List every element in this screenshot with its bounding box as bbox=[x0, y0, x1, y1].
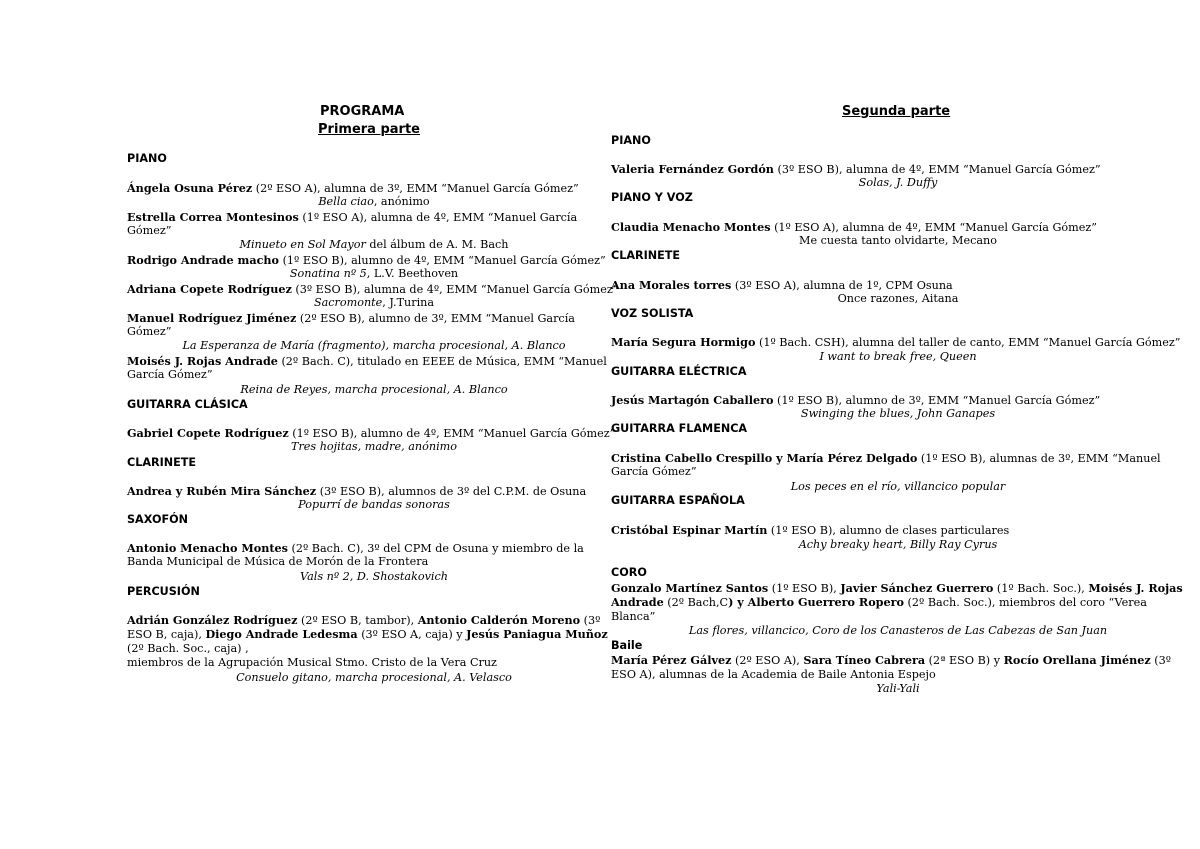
detail-text: (1º ESO A), alumna de 4º, EMM “Manuel García bbox=[298, 211, 578, 224]
performer-name: Antonio Menacho Montes bbox=[127, 541, 288, 555]
work-title: Bella ciao bbox=[318, 195, 374, 208]
section-heading: GUITARRA CLÁSICA bbox=[127, 398, 248, 411]
performer-name: Estrella Correa Montesinos bbox=[127, 210, 299, 224]
work-line bbox=[236, 671, 512, 685]
performer-line bbox=[127, 541, 584, 556]
performer-name: Sara Tíneo Cabrera bbox=[803, 653, 926, 667]
detail-text: (1º Bach. Soc.), bbox=[993, 582, 1089, 595]
detail-text: , anónimo bbox=[373, 195, 430, 208]
work-line bbox=[791, 480, 1006, 494]
detail-text: (2º Bach,C bbox=[663, 596, 729, 609]
performer-line-continued bbox=[127, 368, 213, 382]
part2-title: Segunda parte bbox=[842, 104, 951, 119]
detail-text: (3º ESO B), alumnos de 3º del C.P.M. de Osuna bbox=[316, 485, 587, 498]
detail-text: (1º Bach. CSH), alumna del taller de canto, EMM “Manuel García Gómez” bbox=[755, 336, 1181, 349]
work-line bbox=[182, 339, 565, 353]
performer-line bbox=[611, 220, 1097, 235]
detail-text: (2º ESO A), alumna de 3º, EMM “Manuel García Gómez” bbox=[252, 182, 579, 195]
performer-line bbox=[127, 426, 615, 441]
performer-name: Andrea y Rubén Mira Sánchez bbox=[127, 484, 317, 498]
performer-name: María Pérez Gálvez bbox=[611, 653, 732, 667]
performer-line-continued bbox=[611, 668, 936, 682]
performer-name: Valeria Fernández Gordón bbox=[611, 162, 774, 176]
detail-text: Banda Municipal de Música de Morón de la Frontera bbox=[127, 555, 429, 568]
performer-name: Adriana Copete Rodríguez bbox=[127, 282, 292, 296]
work-line bbox=[314, 296, 434, 310]
performer-name: Andrade bbox=[611, 595, 664, 609]
detail-text: (1º ESO B), alumno de 3º, EMM “Manuel García Gómez” bbox=[773, 394, 1101, 407]
performer-name: Adrián González Rodríguez bbox=[127, 613, 298, 627]
performer-line bbox=[611, 278, 953, 293]
performer-name: Claudia Menacho Montes bbox=[611, 220, 771, 234]
detail-text: del álbum de A. M. Bach bbox=[365, 238, 509, 251]
performer-line bbox=[127, 253, 606, 268]
work-title: La Esperanza de María (fragmento), marcha procesional, A. Blanco bbox=[182, 339, 566, 352]
section-heading: CLARINETE bbox=[127, 456, 197, 469]
performer-line bbox=[611, 523, 1009, 538]
work-line bbox=[799, 234, 997, 248]
performer-line bbox=[127, 354, 607, 369]
work-line bbox=[859, 176, 938, 190]
work-title: Los peces en el río, villancico popular bbox=[790, 480, 1006, 493]
work-line bbox=[689, 624, 1107, 638]
detail-text: (2º Bach. Soc.), miembros del coro “Verea bbox=[903, 596, 1147, 609]
performer-name: Cristina Cabello Crespillo y María Pérez Delgado bbox=[611, 451, 918, 465]
detail-text: (3º ESO B), alumna de 4º, EMM “Manuel García Gómez” bbox=[291, 283, 619, 296]
performer-name: Rocío Orellana Jiménez bbox=[1003, 653, 1151, 667]
detail-text: , J.Turina bbox=[382, 296, 435, 309]
work-line bbox=[819, 350, 976, 364]
section-heading: VOZ SOLISTA bbox=[611, 307, 694, 320]
performer-line-continued bbox=[127, 224, 172, 238]
performer-name: Rodrigo Andrade macho bbox=[127, 253, 280, 267]
section-heading: PERCUSIÓN bbox=[127, 585, 200, 598]
performer-name: Gonzalo Martínez Santos bbox=[611, 581, 769, 595]
detail-text: (3º ESO A, caja) y bbox=[357, 628, 467, 641]
detail-text: (1º ESO B), alumno de 4º, EMM “Manuel García Gómez” bbox=[279, 254, 606, 267]
work-title: Consuelo gitano, marcha procesional, A. Velasco bbox=[236, 671, 512, 684]
detail-text: (3º bbox=[580, 614, 601, 627]
performer-name: Manuel Rodríguez Jiménez bbox=[127, 311, 297, 325]
performer-line bbox=[127, 282, 618, 297]
detail-text: (2º Bach. C), titulado en EEEE de Música, EMM “Manuel bbox=[277, 355, 607, 368]
performer-line bbox=[127, 311, 575, 326]
performer-line bbox=[611, 335, 1180, 350]
performer-line-continued bbox=[611, 610, 655, 624]
performer-line bbox=[611, 393, 1100, 408]
work-line bbox=[291, 440, 457, 454]
work-line bbox=[300, 570, 448, 584]
performer-name: Ángela Osuna Pérez bbox=[127, 181, 253, 195]
detail-text: (2º ESO A), bbox=[731, 654, 804, 667]
work-line bbox=[838, 292, 959, 306]
performer-line bbox=[127, 484, 586, 499]
work-line bbox=[290, 267, 458, 281]
detail-text: Once razones, Aitana bbox=[837, 292, 959, 305]
detail-text: (1º ESO B), bbox=[768, 582, 841, 595]
work-line bbox=[298, 498, 450, 512]
performer-name: Cristóbal Espinar Martín bbox=[611, 523, 768, 537]
performer-line-continued bbox=[611, 581, 1183, 596]
section-heading: PIANO Y VOZ bbox=[611, 191, 693, 204]
detail-text: (3º ESO A), alumna de 1º, CPM Osuna bbox=[731, 279, 953, 292]
performer-line-continued bbox=[127, 325, 172, 339]
section-heading: CLARINETE bbox=[611, 249, 681, 262]
detail-text: ESO B, caja), bbox=[127, 628, 206, 641]
part1-title: Primera parte bbox=[318, 122, 420, 137]
detail-text: (2º Bach. C), 3º del CPM de Osuna y miembro de la bbox=[287, 542, 584, 555]
performer-line-continued bbox=[127, 627, 608, 642]
work-title: Popurrí de bandas sonoras bbox=[298, 498, 450, 511]
performer-line bbox=[127, 613, 600, 628]
work-line bbox=[801, 407, 995, 421]
detail-text: (1º ESO B), alumnas de 3º, EMM “Manuel bbox=[917, 452, 1161, 465]
performer-line bbox=[611, 162, 1101, 177]
detail-text: García Gómez” bbox=[127, 368, 213, 381]
detail-text: Me cuesta tanto olvidarte, Mecano bbox=[799, 234, 997, 247]
detail-text: , L.V. Beethoven bbox=[366, 267, 459, 280]
performer-line-continued bbox=[611, 465, 697, 479]
detail-text: ESO A), alumnas de la Academia de Baile Antonia Espejo bbox=[611, 668, 936, 681]
section-heading: PIANO bbox=[127, 152, 167, 165]
performer-name: Ana Morales torres bbox=[611, 278, 732, 292]
detail-text: Blanca” bbox=[611, 610, 656, 623]
performer-line-continued bbox=[127, 642, 249, 656]
section-heading: Baile bbox=[611, 639, 643, 652]
detail-text: (1º ESO B), alumno de clases particulares bbox=[767, 524, 1010, 537]
detail-text: (2º ESO B, tambor), bbox=[297, 614, 418, 627]
performer-name: Diego Andrade Ledesma bbox=[205, 627, 358, 641]
performer-name: Antonio Calderón Moreno bbox=[417, 613, 581, 627]
detail-text: (3º bbox=[1150, 654, 1171, 667]
work-line bbox=[876, 682, 919, 696]
work-title: Achy breaky heart, Billy Ray Cyrus bbox=[798, 538, 998, 551]
work-title: I want to break free, Queen bbox=[819, 350, 977, 363]
detail-text: (1º ESO B), alumno de 4º, EMM “Manuel García Gómez” bbox=[288, 427, 616, 440]
detail-text: miembros de la Agrupación Musical Stmo. Cristo de la Vera Cruz bbox=[127, 656, 497, 669]
work-title: Sonatina nº 5 bbox=[289, 267, 367, 280]
performer-line-continued bbox=[127, 656, 497, 670]
section-heading: GUITARRA ELÉCTRICA bbox=[611, 365, 747, 378]
detail-text: Gómez” bbox=[127, 325, 172, 338]
performer-line bbox=[127, 181, 579, 196]
work-line bbox=[799, 538, 998, 552]
performer-name: Jesús Martagón Caballero bbox=[611, 393, 774, 407]
detail-text: (2º ESO B), alumno de 3º, EMM “Manuel García bbox=[296, 312, 575, 325]
work-title: Swinging the blues, John Ganapes bbox=[800, 407, 996, 420]
detail-text: (2ª ESO B) y bbox=[925, 654, 1004, 667]
work-line bbox=[318, 195, 429, 209]
performer-line-continued bbox=[127, 555, 428, 569]
performer-name: Moisés J. Rojas Andrade bbox=[127, 354, 278, 368]
performer-line bbox=[127, 210, 577, 225]
detail-text: (2º Bach. Soc., caja) , bbox=[127, 642, 249, 655]
detail-text: (1º ESO A), alumna de 4º, EMM “Manuel García Gómez” bbox=[770, 221, 1097, 234]
work-title: Vals nº 2, D. Shostakovich bbox=[300, 570, 448, 583]
section-heading: CORO bbox=[611, 566, 647, 579]
work-title: Reina de Reyes, marcha procesional, A. Blanco bbox=[240, 383, 508, 396]
performer-line-continued bbox=[611, 653, 1171, 668]
performer-name: ) y Alberto Guerrero Ropero bbox=[728, 595, 904, 609]
work-title: Tres hojitas, madre, anónimo bbox=[291, 440, 457, 453]
work-line bbox=[240, 383, 507, 397]
work-title: Minueto en Sol Mayor bbox=[239, 238, 366, 251]
work-title: Solas, J. Duffy bbox=[858, 176, 938, 189]
work-title: Sacromonte bbox=[313, 296, 383, 309]
work-title: Yali-Yali bbox=[876, 682, 920, 695]
performer-name: Moisés J. Rojas bbox=[1088, 581, 1183, 595]
performer-name: Jesús Paniagua Muñoz bbox=[466, 627, 608, 641]
detail-text: García Gómez” bbox=[611, 465, 697, 478]
performer-line bbox=[611, 451, 1161, 466]
detail-text: Gómez” bbox=[127, 224, 172, 237]
section-heading: GUITARRA ESPAÑOLA bbox=[611, 494, 745, 507]
work-title: Las flores, villancico, Coro de los Canasteros de Las Cabezas de San Juan bbox=[688, 624, 1108, 637]
performer-line-continued bbox=[611, 595, 1147, 610]
performer-name: Gabriel Copete Rodríguez bbox=[127, 426, 289, 440]
performer-name: Javier Sánchez Guerrero bbox=[840, 581, 994, 595]
detail-text: (3º ESO B), alumna de 4º, EMM “Manuel García Gómez” bbox=[773, 163, 1101, 176]
section-heading: SAXOFÓN bbox=[127, 513, 188, 526]
work-line bbox=[239, 238, 508, 252]
section-heading: PIANO bbox=[611, 134, 651, 147]
section-heading: GUITARRA FLAMENCA bbox=[611, 422, 748, 435]
performer-name: María Segura Hormigo bbox=[611, 335, 756, 349]
